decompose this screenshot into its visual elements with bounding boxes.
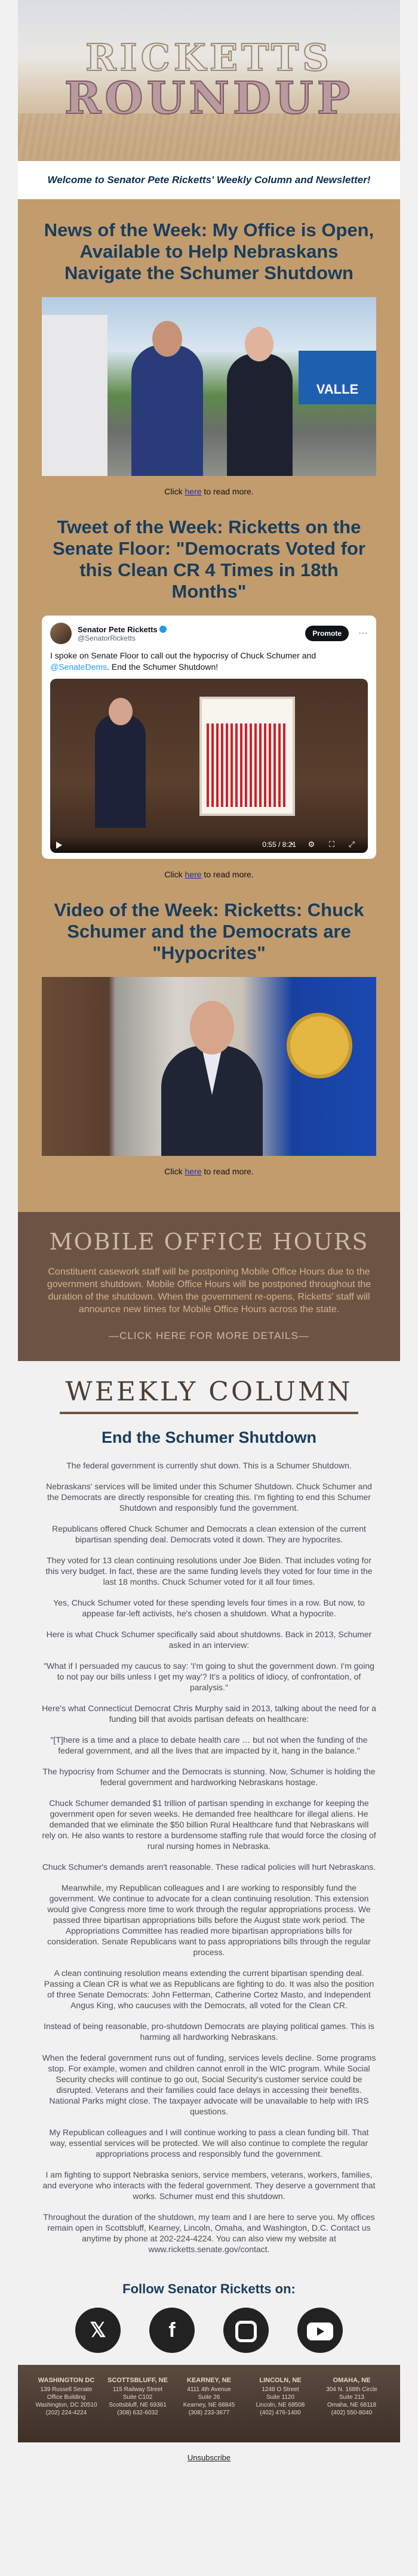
column-paragraph: When the federal government runs out of funding, services levels decline. Some programs stop. For example, women and children cannot enroll in the WIC program. While Social Security checks will continue to go out, Social Security's customer service could be disrupted. Veterans and their families could face delays in accessing their benefits. National Parks might close. The taxpayer advocate will be unavailable to help with IRS questions.: [42, 2053, 376, 2116]
mobile-office-title: MOBILE OFFICE HOURS: [49, 1229, 369, 1255]
news-read-more-link[interactable]: here: [185, 487, 202, 496]
tweet-video[interactable]: [50, 679, 368, 853]
office-phone: (308) 233-3677: [188, 2410, 230, 2416]
weekly-column: [18, 1361, 400, 2277]
tweet-read-more-link[interactable]: here: [185, 870, 202, 879]
column-paragraph: Republicans offered Chuck Schumer and Democrats a clean extension of the current bipartisan spending deal. Democrats voted it down. They are hypocrites.: [52, 1524, 366, 1544]
column-body: [42, 1460, 376, 2255]
office-l2: Office Building: [47, 2394, 86, 2401]
office-l3: Kearney, NE 68845: [183, 2402, 235, 2408]
video-title: Video of the Week: Ricketts: Chuck Schumer and the Democrats are "Hypocrites": [54, 899, 364, 963]
verified-badge-icon: [159, 626, 167, 633]
office-l1: 4111 4th Avenue: [187, 2386, 231, 2393]
column-paragraph: Nebraskans' services will be limited under this Schumer Shutdown. Chuck Schumer and the Democrats are directly responsible for creating this. I'm fighting to end this Schumer Shutdown and responsibly fund the government.: [46, 1482, 372, 1513]
mention-link[interactable]: @SenateDems: [50, 662, 107, 672]
news-title: News of the Week: My Office is Open, Available to Help Nebraskans Navigate the Schumer Shutdown: [44, 219, 374, 283]
news-caption: Click here to read more.: [164, 487, 254, 496]
office-l3: Scottsbluff, NE 69361: [109, 2402, 167, 2408]
video-read-more-link[interactable]: here: [185, 1167, 202, 1176]
tweet-handle[interactable]: @SenatorRicketts: [78, 633, 136, 642]
column-paragraph: Throughout the duration of the shutdown, my team and I are here to serve you. My offices remain open in Scottsbluff, Kearney, Lincoln, Omaha, and Washington, D.C. Contact us anytime by phone at 202-224-4224. You can also view my website at www.ricketts.senate.gov/contact.: [43, 2212, 375, 2254]
office-phone: (402) 550-8040: [331, 2410, 373, 2416]
office-block: [176, 2377, 242, 2430]
follow-section: [18, 2277, 400, 2365]
welcome-message: Welcome to Senator Pete Ricketts' Weekly Column and Newsletter!: [18, 161, 400, 199]
column-paragraph: Chuck Schumer's demands aren't reasonable. These radical policies will hurt Nebraskans.: [42, 1862, 376, 1872]
office-l2: Suite 1120: [266, 2394, 295, 2401]
column-paragraph: Yes, Chuck Schumer voted for these spending levels four times in a row. But now, to appease far-left activists, he's chosen a shutdown. What a hypocrite.: [53, 1598, 365, 1618]
column-paragraph: A clean continuing resolution means extending the current bipartisan spending deal. Passing a Clean CR is what we as Republicans are fighting to do. It was also the position of three Senate Democrats: John Fetterman, Catherine Cortez Masto, and Independent Angus King, who caucuses with the Democrats, all voted for the Clean CR.: [44, 1968, 374, 2010]
office-city: WASHINGTON DC: [38, 2377, 95, 2384]
mobile-office-hours: [18, 1212, 400, 1361]
column-title: End the Schumer Shutdown: [101, 1428, 316, 1446]
office-l1: 304 N. 168th Circle: [326, 2386, 377, 2393]
office-city: SCOTTSBLUFF, NE: [107, 2377, 168, 2384]
avatar[interactable]: [50, 623, 72, 644]
office-l2: Suite 26: [198, 2394, 220, 2401]
tweet-author[interactable]: Senator Pete Ricketts: [78, 624, 158, 634]
office-l1: 1248 O Street: [262, 2386, 299, 2393]
tweet-title: Tweet of the Week: Ricketts on the Senate Floor: "Democrats Voted for this Clean CR 4 Times in 18th Months": [53, 517, 365, 602]
video-control-icons[interactable]: ◔ ⚙ ⛶ ⤢: [289, 840, 361, 849]
more-details-link[interactable]: —CLICK HERE FOR MORE DETAILS—: [109, 1330, 309, 1341]
column-paragraph: "[T]here is a time and a place to debate health care … but not when the funding of the federal government, and all the lives that are impacted by it, hang in the balance.": [50, 1735, 368, 1755]
office-city: KEARNEY, NE: [187, 2377, 231, 2384]
office-locations: [18, 2365, 400, 2442]
banner-title-line1: RICKETTS: [85, 36, 333, 79]
column-paragraph: Instead of being reasonable, pro-shutdown Democrats are playing political games. This is harming all hardworking Nebraskans.: [44, 2021, 374, 2042]
banner-title-line2: ROUNDUP: [64, 73, 354, 124]
tweet-caption: Click here to read more.: [164, 870, 254, 879]
divider: [60, 1412, 358, 1414]
column-paragraph: I am fighting to support Nebraska seniors, service members, veterans, workers, families, and everyone who interacts with the federal government. They deserve a government that works. Schumer must end this shutdown.: [42, 2170, 376, 2201]
newsletter: [18, 0, 400, 2486]
senate-seal-icon: [287, 1013, 352, 1078]
office-phone: (308) 632-6032: [117, 2410, 158, 2416]
column-paragraph: Meanwhile, my Republican colleagues and I are working to responsibly fund the government. We continue to advocate for a clean continuing resolution. This extension would give Congress more time to work through the regular appropriations process. We passed three bipartisan appropriations bills before the August state work period. The Appropriations Committee has readied more bipartisan appropriations bills for consideration. Senate Republicans want to pass appropriations bills through the regular process.: [47, 1883, 371, 1957]
office-l3: Lincoln, NE 68508: [256, 2402, 305, 2408]
office-block: [319, 2377, 385, 2430]
office-block: [248, 2377, 314, 2430]
office-l1: 115 Railway Street: [112, 2386, 163, 2393]
weekly-column-heading: WEEKLY COLUMN: [65, 1377, 353, 1407]
video-photo[interactable]: [42, 977, 376, 1156]
x-icon[interactable]: 𝕏: [75, 2308, 121, 2353]
office-city: OMAHA, NE: [333, 2377, 371, 2384]
mobile-office-body: Constituent casework staff will be postponing Mobile Office Hours due to the government shutdown. Mobile Office Hours will be postponed throughout the duration of the shutdown. When the government re-opens, Ricketts' staff will announce new times for Mobile Office Hours across the state.: [47, 1267, 371, 1315]
office-city: LINCOLN, NE: [259, 2377, 302, 2384]
featured-section: [18, 199, 400, 1212]
tweet-text: I spoke on Senate Floor to call out the hypocrisy of Chuck Schumer and @SenateDems. End the Schumer Shutdown!: [50, 651, 316, 672]
video-caption: Click here to read more.: [164, 1167, 254, 1176]
column-paragraph: The federal government is currently shut down. This is a Schumer Shutdown.: [66, 1461, 352, 1470]
column-paragraph: Here's what Connecticut Democrat Chris Murphy said in 2013, talking about the need for a funding bill that avoids partisan defeats on healthcare:: [42, 1703, 376, 1724]
column-paragraph: They voted for 13 clean continuing resolutions under Joe Biden. That includes voting for this very budget. In fact, these are the same funding levels they voted for four time in the last 18 months. Chuck Schumer voted for it all four times.: [45, 1556, 373, 1587]
office-phone: (202) 224-4224: [45, 2410, 87, 2416]
office-l1: 139 Russell Senate: [40, 2386, 93, 2393]
tweet-card[interactable]: [42, 616, 376, 859]
promote-button[interactable]: Promote: [305, 626, 349, 641]
column-paragraph: "What if I persuaded my caucus to say: 'I'm going to shut the government down. I'm going to not pay our bills unless I get my way'? It's a politics of idiocy, of confrontation, of paralysis.": [44, 1661, 374, 1692]
office-l2: Suite 213: [339, 2394, 365, 2401]
header-banner: [18, 0, 400, 161]
play-icon[interactable]: [56, 842, 62, 849]
follow-title: Follow Senator Ricketts on:: [122, 2281, 296, 2296]
office-l3: Washington, DC 20510: [35, 2402, 97, 2408]
unsubscribe-link[interactable]: Unsubscribe: [187, 2453, 231, 2462]
column-paragraph: My Republican colleagues and I will continue working to pass a clean funding bill. That way, essential services will be protected. We will also continue to complete the regular appropriations process and responsibly fund the government.: [49, 2127, 369, 2158]
instagram-icon[interactable]: [223, 2308, 269, 2353]
facebook-icon[interactable]: f: [149, 2308, 195, 2353]
office-block: [33, 2377, 99, 2430]
social-links: [18, 2308, 400, 2353]
column-paragraph: The hypocrisy from Schumer and the Democrats is stunning. Now, Schumer is holding the federal government and hardworking Nebraskans hostage.: [42, 1767, 376, 1787]
column-paragraph: Here is what Chuck Schumer specifically said about shutdowns. Back in 2013, Schumer asked in an interview:: [46, 1629, 372, 1650]
video-time: 0:55 / 8:21: [262, 840, 296, 849]
office-l2: Suite C102: [122, 2394, 153, 2401]
news-photo[interactable]: [42, 297, 376, 476]
column-paragraph: Chuck Schumer demanded $1 trillion of partisan spending in exchange for keeping the government open for seven weeks. He demanded free healthcare for illegal aliens. He demanded that we eliminate the $50 billion Rural Healthcare fund that Nebraskans will rely on. He also wants to restore a burdensome staffing rule that would force the closing of rural nursing homes in Nebraska.: [42, 1798, 376, 1851]
youtube-icon[interactable]: [297, 2308, 343, 2353]
video-controls: [50, 836, 368, 853]
more-options-icon[interactable]: ···: [358, 628, 368, 638]
office-block: [105, 2377, 171, 2430]
office-l3: Omaha, NE 68118: [327, 2402, 377, 2408]
office-phone: (402) 476-1400: [260, 2410, 301, 2416]
valley-sign: VALLE: [299, 351, 376, 404]
